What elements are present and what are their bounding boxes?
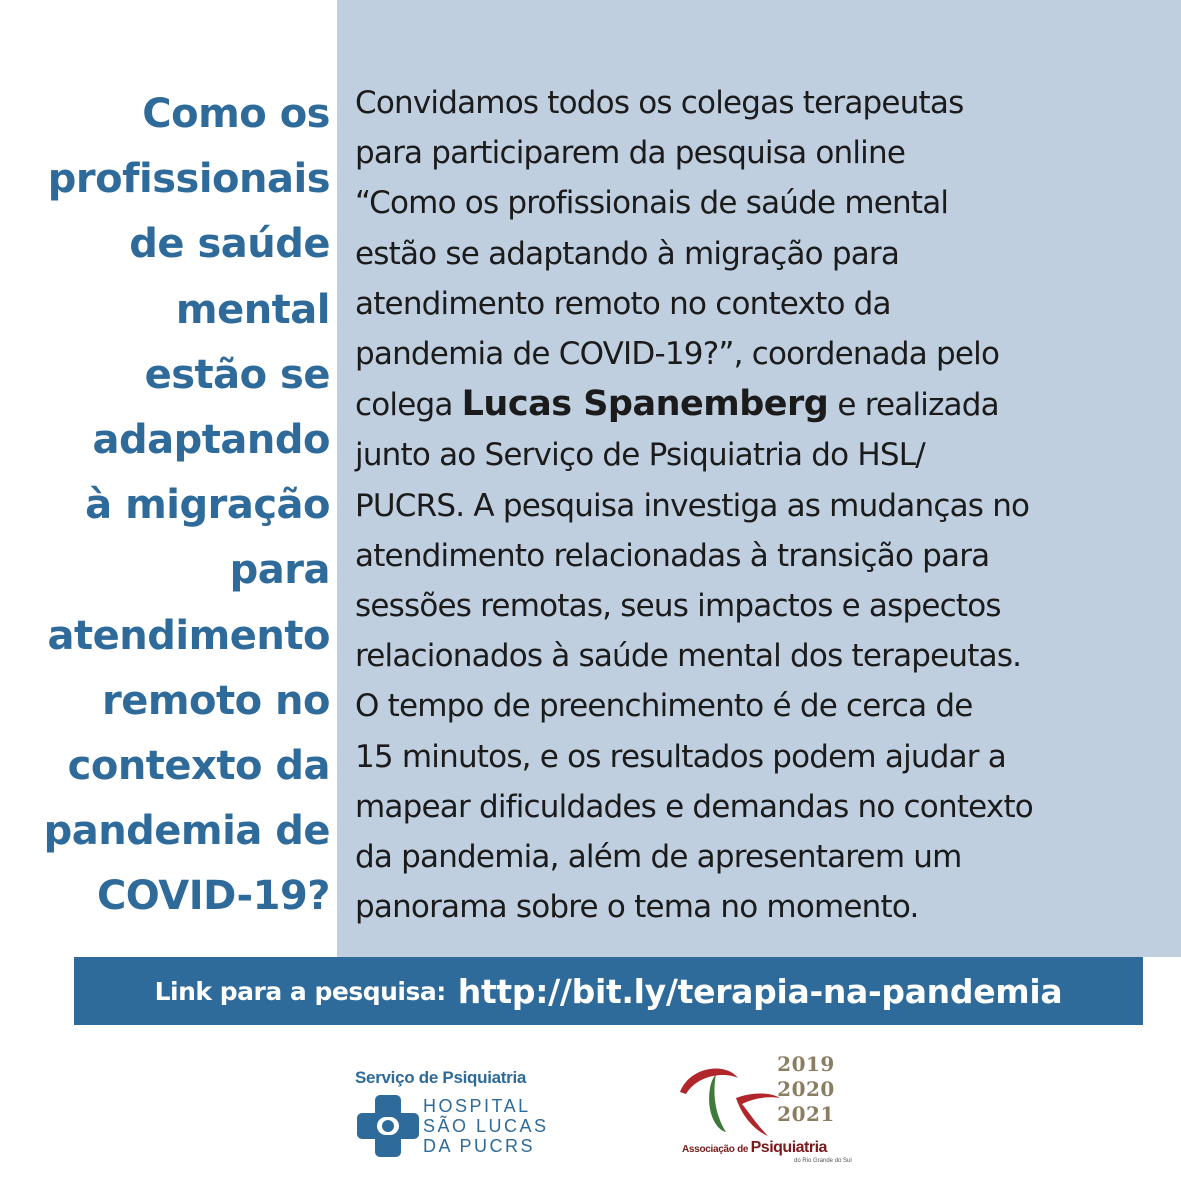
body-line: atendimento relacionadas à transição para (355, 537, 990, 574)
swoosh-emblem-icon (676, 1052, 786, 1142)
hospital-name-line: HOSPITAL (423, 1096, 531, 1116)
body-line: para participarem da pesquisa online (355, 135, 906, 172)
association-region: do Rio Grande do Sul (794, 1158, 852, 1164)
headline-line: atendimento (47, 612, 330, 659)
body-line: Convidamos todos os colegas terapeutas (355, 85, 964, 121)
headline-line: profissionais (47, 156, 330, 203)
hospital-name-line: SÃO LUCAS (423, 1116, 549, 1136)
associacao-psiquiatria-logo (676, 1052, 852, 1167)
coordinator-prefix: colega (355, 387, 462, 424)
coordinator-suffix: e realizada (828, 387, 999, 424)
invitation-text (355, 78, 1165, 932)
body-line: “Como os profissionais de saúde mental (355, 185, 949, 222)
body-line: sessões remotas, seus impactos e aspectos (355, 588, 1001, 625)
headline-line: à migração (85, 482, 330, 529)
headline-line: remoto no (102, 677, 330, 724)
headline-line: pandemia de (43, 808, 330, 855)
year: 2020 (777, 1077, 835, 1101)
headline-line: para (229, 547, 330, 594)
body-line: panorama sobre o tema no momento. (355, 889, 919, 926)
headline-question (0, 82, 330, 930)
hospital-sao-lucas-logo (355, 1068, 570, 1163)
survey-link-bar (74, 957, 1143, 1025)
body-line: da pandemia, além de apresentarem um (355, 839, 962, 876)
body-line: 15 minutos, e os resultados podem ajudar a (355, 738, 1007, 775)
service-title: Serviço de Psiquiatria (355, 1068, 527, 1087)
headline-line: estão se (144, 351, 330, 398)
body-line: PUCRS. A pesquisa investiga as mudanças no (355, 487, 1030, 524)
survey-link[interactable]: http://bit.ly/terapia-na-pandemia (457, 971, 1063, 1011)
body-line-coordinator (355, 379, 1165, 430)
hospital-cross-icon (357, 1095, 419, 1157)
year: 2019 (777, 1052, 835, 1076)
body-line: pandemia de COVID-19?”, coordenada pelo (355, 336, 1000, 373)
headline-line: Como os (142, 91, 330, 137)
body-line: relacionados à saúde mental dos terapeutas. (355, 638, 1022, 675)
coordinator-name: Lucas Spanemberg (461, 384, 829, 425)
year: 2021 (777, 1102, 835, 1126)
headline-line: adaptando (92, 417, 330, 464)
body-line: O tempo de preenchimento é de cerca de (355, 688, 973, 725)
body-line: junto ao Serviço de Psiquiatria do HSL/ (355, 437, 925, 474)
headline-line: mental (175, 286, 330, 333)
anniversary-years (772, 1052, 840, 1127)
headline-line: contexto da (67, 743, 330, 790)
body-line: mapear dificuldades e demandas no contexto (355, 788, 1033, 825)
link-label: Link para a pesquisa: (154, 976, 446, 1006)
headline-line: COVID-19? (96, 873, 330, 920)
headline-line: de saúde (129, 221, 330, 268)
hospital-name (423, 1096, 549, 1156)
hospital-name-line: DA PUCRS (423, 1136, 536, 1156)
body-line: estão se adaptando à migração para (355, 235, 900, 272)
body-line: atendimento remoto no contexto da (355, 285, 891, 322)
association-name: Associação de Psiquiatria (682, 1139, 827, 1156)
